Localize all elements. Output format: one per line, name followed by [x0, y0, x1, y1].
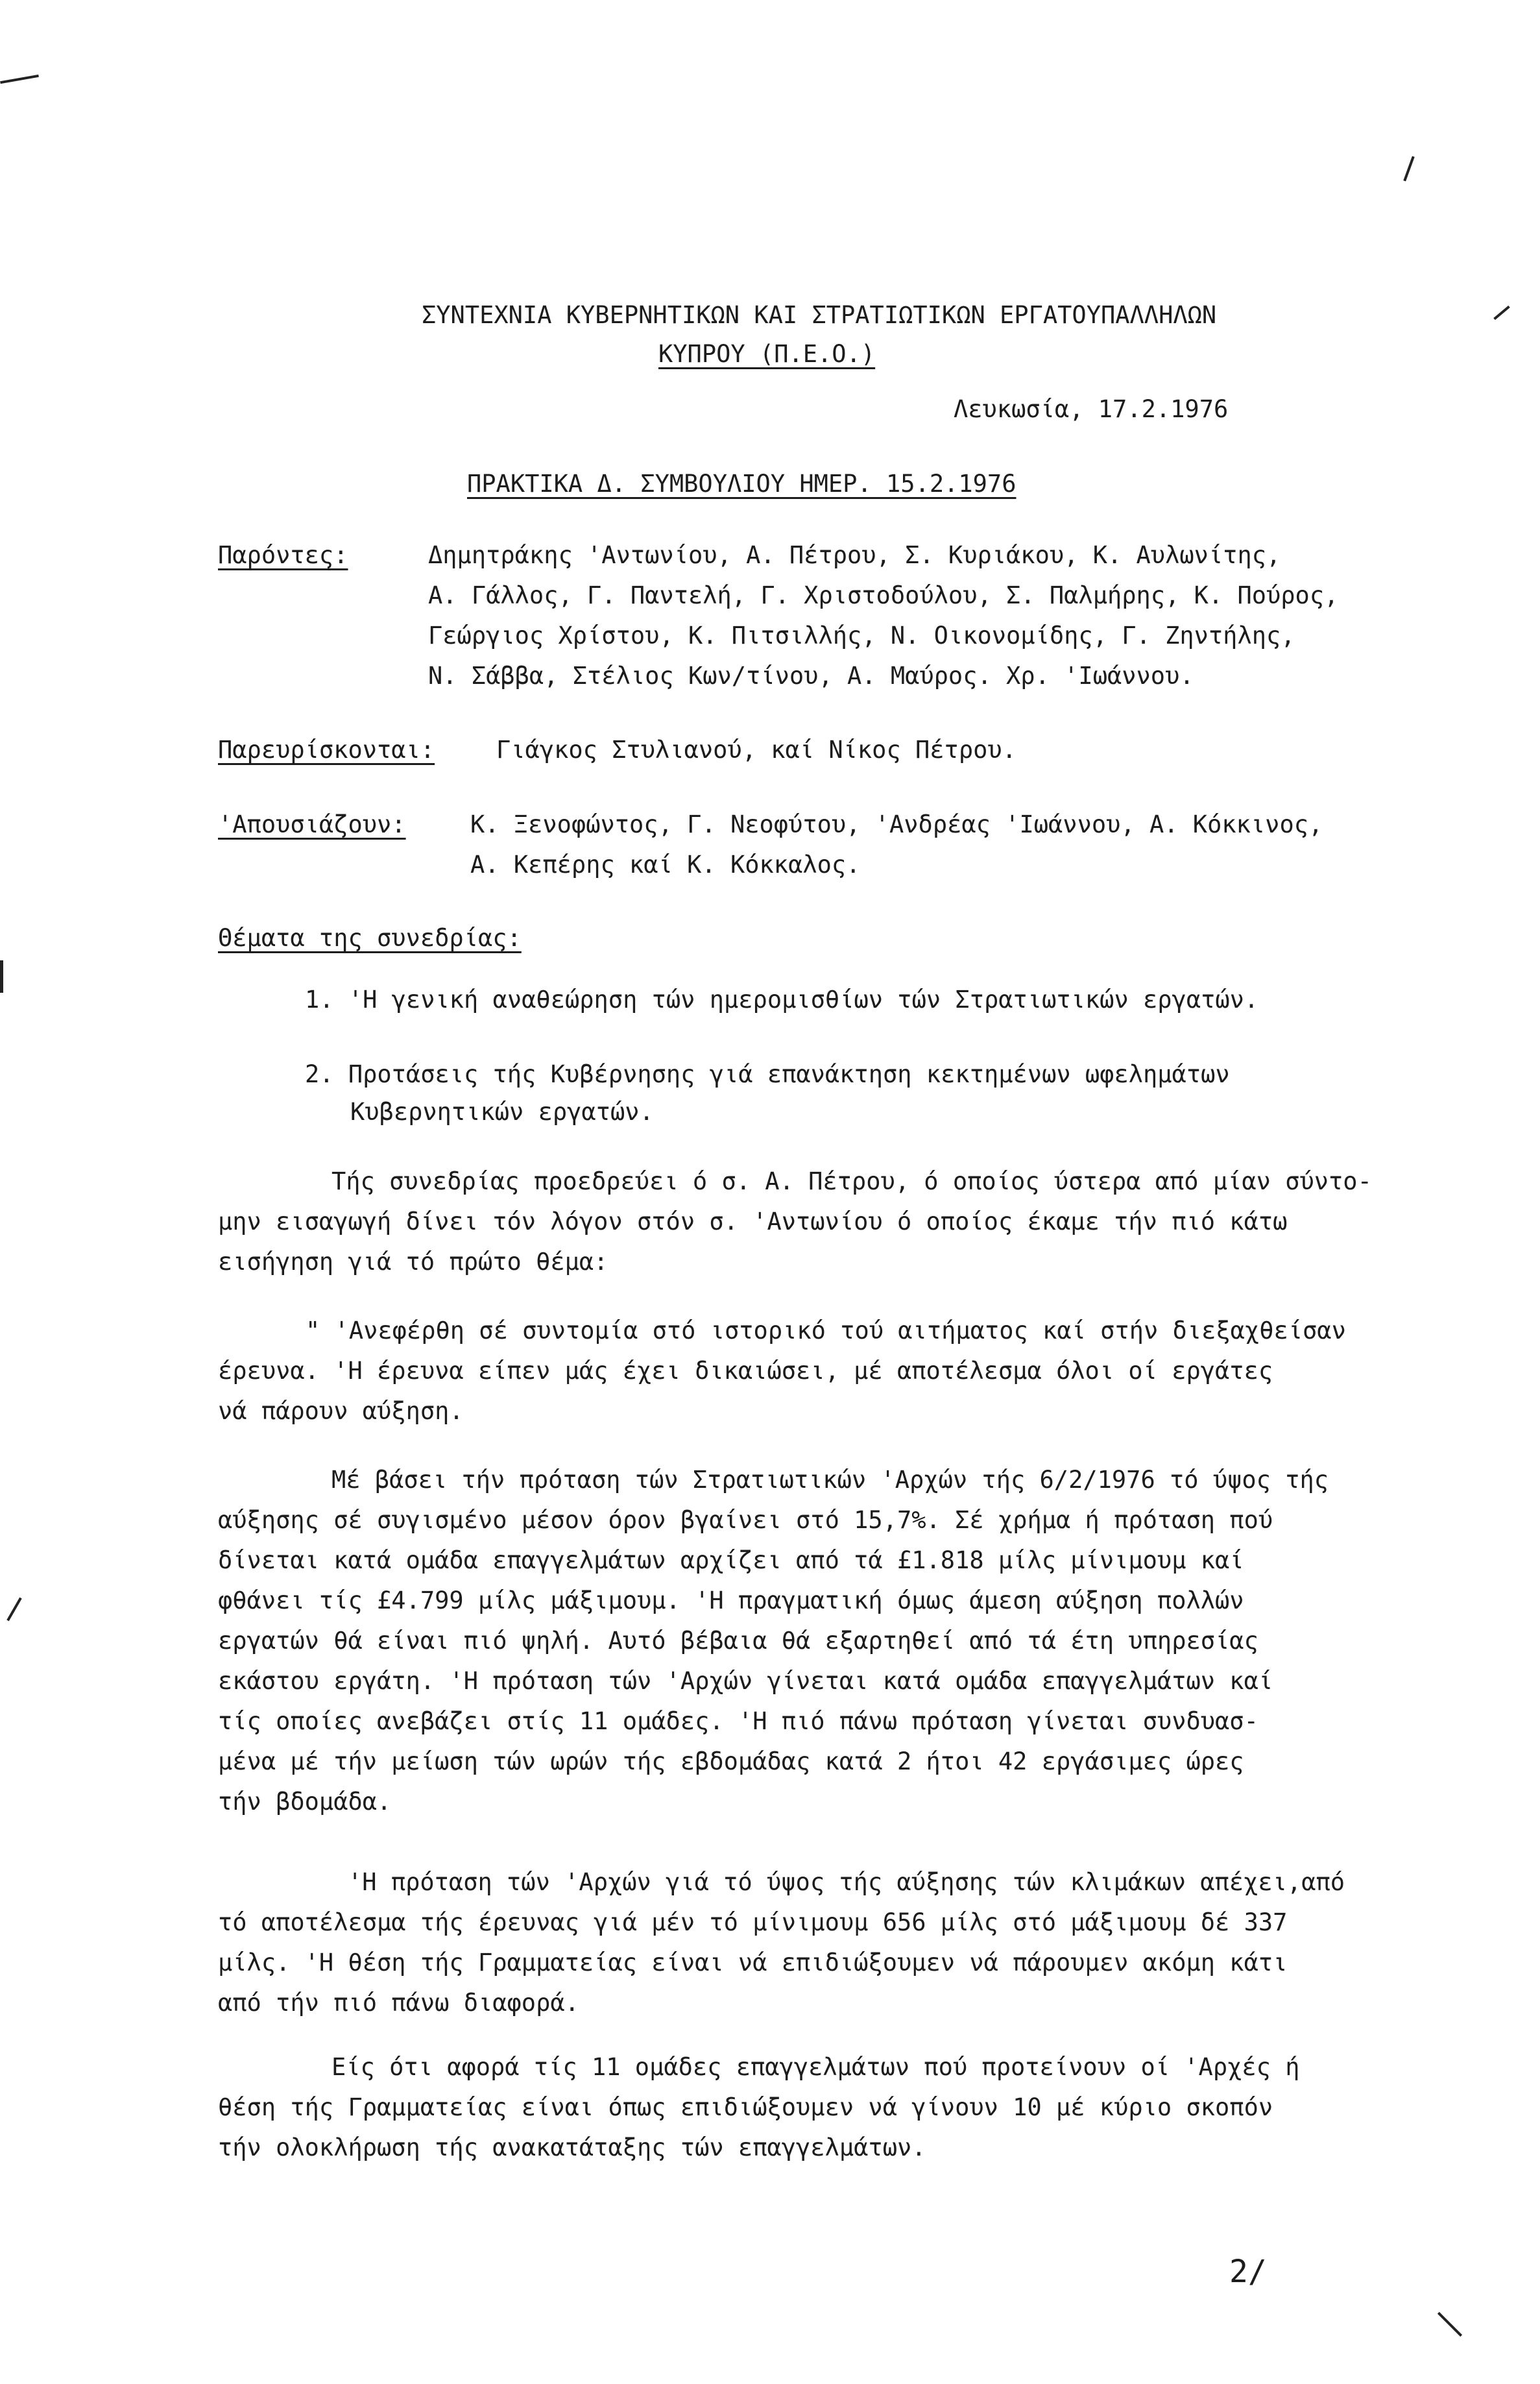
text-line: Μέ βάσει τήν πρόταση τών Στρατιωτικών 'Αρχών τής 6/2/1976 τό ύψος τής	[331, 1466, 1329, 1494]
text-line: εισήγηση γιά τό πρώτο θέμα:	[218, 1248, 608, 1276]
text-line: Είς ότι αφορά τίς 11 ομάδες επαγγελμάτων πού προτείνουν οί 'Αρχές ή	[331, 2053, 1300, 2081]
minutes-title: ΠΡΑΚΤΙΚΑ Δ. ΣΥΜΒΟΥΛΙΟΥ ΗΜΕΡ. 15.2.1976	[467, 470, 1017, 498]
scan-mark	[0, 960, 3, 993]
text-line: τήν ολοκλήρωση τής ανακατάταξης τών επαγγελμάτων.	[218, 2134, 926, 2161]
present-list	[428, 535, 1338, 696]
text-line: Τής συνεδρίας προεδρεύει ό σ. Α. Πέτρου, ό οποίος ύστερα από μίαν σύντο-	[331, 1167, 1372, 1195]
text-line: μένα μέ τήν μείωση τών ωρών τής εβδομάδας κατά 2 ήτοι 42 εργάσιμες ώρες	[218, 1747, 1244, 1775]
organization-subtitle: ΚΥΠΡΟΥ (Π.Ε.Ο.)	[658, 340, 876, 368]
scan-mark	[1403, 156, 1414, 182]
text-line: τό αποτέλεσμα τής έρευνας γιά μέν τό μίνιμουμ 656 μίλς στό μάξιμουμ δέ 337	[218, 1908, 1288, 1936]
scan-mark	[1438, 2312, 1462, 2337]
text-line: φθάνει τίς £4.799 μίλς μάξιμουμ. 'Η πραγματική όμως άμεση αύξηση πολλών	[218, 1587, 1244, 1614]
scan-mark	[0, 75, 39, 84]
scan-mark	[1493, 306, 1510, 320]
absent-line: Κ. Ξενοφώντος, Γ. Νεοφύτου, 'Ανδρέας 'Ιωάννου, Α. Κόκκινος,	[470, 810, 1323, 838]
page-number: 2/	[1229, 2254, 1267, 2290]
absent-label: 'Απουσιάζουν:	[218, 810, 406, 838]
scan-mark	[6, 1598, 21, 1622]
present-line: Δημητράκης 'Αντωνίου, Α. Πέτρου, Σ. Κυριάκου, Κ. Αυλωνίτης,	[428, 541, 1281, 569]
present-line: Ν. Σάββα, Στέλιος Κων/τίνου, Α. Μαύρος. Χρ. 'Ιωάννου.	[428, 662, 1194, 690]
agenda-item-1: 1. 'Η γενική αναθεώρηση τών ημερομισθίων τών Στρατιωτικών εργατών.	[305, 986, 1259, 1014]
also-present-label: Παρευρίσκονται:	[218, 736, 435, 764]
absent-list	[470, 805, 1323, 885]
agenda-item-2-cont: Κυβερνητικών εργατών.	[350, 1098, 654, 1126]
paragraph-proposal	[218, 1460, 1329, 1822]
text-line: τίς οποίες ανεβάζει στίς 11 ομάδες. 'Η πιό πάνω πρόταση γίνεται συνδυασ-	[218, 1707, 1258, 1735]
paragraph-report	[218, 1311, 1346, 1431]
absent-line: Α. Κεπέρης καί Κ. Κόκκαλος.	[470, 851, 861, 879]
text-line: τήν βδομάδα.	[218, 1788, 392, 1816]
text-line: εργατών θά είναι πιό ψηλή. Αυτό βέβαια θά εξαρτηθεί από τά έτη υπηρεσίας	[218, 1627, 1258, 1655]
present-line: Γεώργιος Χρίστου, Κ. Πιτσιλλής, Ν. Οικονομίδης, Γ. Ζηντήλης,	[428, 622, 1295, 650]
paragraph-intro	[218, 1162, 1372, 1282]
text-line: νά πάρουν αύξηση.	[218, 1397, 464, 1425]
present-line: Α. Γάλλος, Γ. Παντελή, Γ. Χριστοδούλου, Σ. Παλμήρης, Κ. Πούρος,	[428, 581, 1339, 609]
text-line: από τήν πιό πάνω διαφορά.	[218, 1989, 579, 2017]
text-line: εκάστου εργάτη. 'Η πρόταση τών 'Αρχών γίνεται κατά ομάδα επαγγελμάτων καί	[218, 1667, 1273, 1695]
place-date: Λευκωσία, 17.2.1976	[954, 395, 1229, 423]
agenda-item-2: 2. Προτάσεις τής Κυβέρνησης γιά επανάκτηση κεκτημένων ωφελημάτων	[305, 1060, 1230, 1088]
organization-title: ΣΥΝΤΕΧΝΙΑ ΚΥΒΕΡΝΗΤΙΚΩΝ ΚΑΙ ΣΤΡΑΤΙΩΤΙΚΩΝ ΕΡΓΑΤΟΥΠΑΛΛΗΛΩΝ	[422, 301, 1217, 329]
paragraph-difference	[218, 1862, 1345, 2023]
text-line: δίνεται κατά ομάδα επαγγελμάτων αρχίζει από τά £1.818 μίλς μίνιμουμ καί	[218, 1546, 1244, 1574]
text-line: μην εισαγωγή δίνει τόν λόγον στόν σ. 'Αντωνίου ό οποίος έκαμε τήν πιό κάτω	[218, 1208, 1288, 1235]
present-label: Παρόντες:	[218, 541, 348, 569]
text-line: αύξησης σέ συγισμένο μέσον όρον βγαίνει στό 15,7%. Σέ χρήμα ή πρόταση πού	[218, 1506, 1273, 1534]
text-line: 'Η πρόταση τών 'Αρχών γιά τό ύψος τής αύξησης τών κλιμάκων απέχει,από	[348, 1868, 1345, 1896]
text-line: μίλς. 'Η θέση τής Γραμματείας είναι νά επιδιώξουμεν νά πάρουμεν ακόμη κάτι	[218, 1949, 1288, 1977]
text-line: " 'Ανεφέρθη σέ συντομία στό ιστορικό τού αιτήματος καί στήν διεξαχθείσαν	[306, 1317, 1346, 1344]
paragraph-groups	[218, 2047, 1299, 2168]
also-present-list: Γιάγκος Στυλιανού, καί Νίκος Πέτρου.	[496, 736, 1017, 764]
agenda-label: Θέματα της συνεδρίας:	[218, 924, 522, 952]
text-line: θέση τής Γραμματείας είναι όπως επιδιώξουμεν νά γίνουν 10 μέ κύριο σκοπόν	[218, 2093, 1273, 2121]
text-line: έρευνα. 'Η έρευνα είπεν μάς έχει δικαιώσει, μέ αποτέλεσμα όλοι οί εργάτες	[218, 1357, 1273, 1385]
